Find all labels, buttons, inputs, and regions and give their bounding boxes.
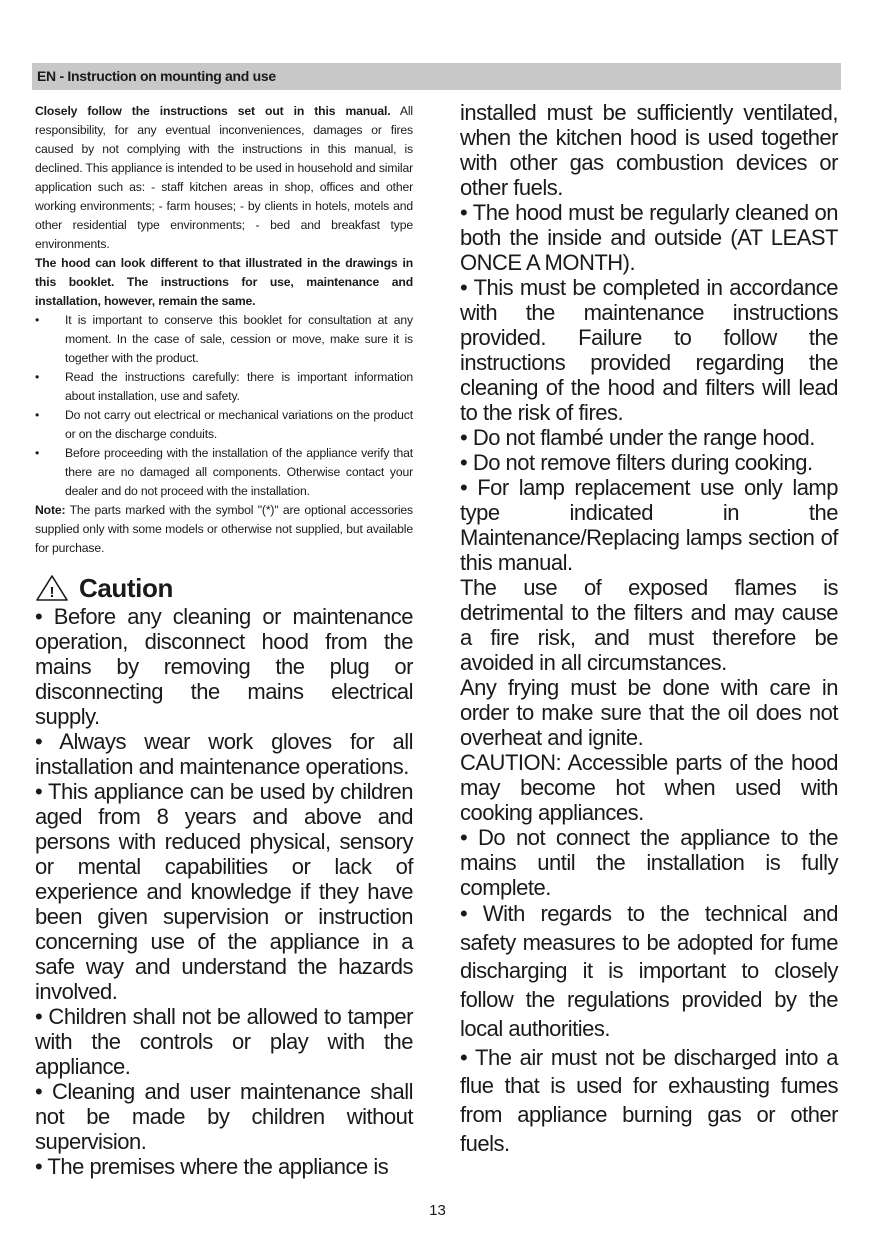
caution-paragraph: • The air must not be discharged into a flue that is used for exhausting fumes from appliance burning gas or other fuels. <box>460 1044 838 1156</box>
warning-glyph: ! <box>49 584 55 601</box>
caution-right-text <box>460 100 838 1158</box>
caution-left-text <box>35 604 413 1179</box>
intro-bold-note: The hood can look different to that illustrated in the drawings in this booklet. The instructions for use, maintenance and installation, however, remain the same. <box>35 256 413 308</box>
caution-paragraph: • This appliance can be used by children aged from 8 years and above and persons with reduced physical, sensory or mental capabilities or lack of experience and knowledge if they have been given supervision or instruction concerning use of the appliance in a safe way and understand the hazards involved. <box>35 779 413 1004</box>
intro-text: All responsibility, for any eventual inconveniences, damages or fires caused by not complying with the instructions in this manual, is declined. This appliance is intended to be used in household and similar application such as: - staff kitchen areas in shop, offices and other working environments; - farm houses; - by clients in hotels, motels and other residential type environments; - bed and breakfast type environments. <box>35 104 413 251</box>
bullet-mark: • <box>35 446 40 460</box>
caution-paragraph: • Cleaning and user maintenance shall not be made by children without supervision. <box>35 1079 413 1154</box>
bullet-mark: • <box>35 313 40 327</box>
list-item: • Before proceeding with the installation of the appliance verify that there are no damaged all components. Otherwise contact your dealer and do not proceed with the installation. <box>35 446 413 498</box>
intro-bullet-list <box>35 311 413 501</box>
caution-heading <box>35 572 413 604</box>
bullet-mark: • <box>35 408 40 422</box>
note-block <box>35 501 413 558</box>
caution-paragraph: The use of exposed flames is detrimental to the filters and may cause a fire risk, and must therefore be avoided in all circumstances. <box>460 575 838 675</box>
caution-title: Caution <box>79 572 173 603</box>
note-text: The parts marked with the symbol "(*)" are optional accessories supplied only with some models or otherwise not supplied, but available for purchase. <box>35 503 413 555</box>
bullet-mark: • <box>35 370 40 384</box>
caution-paragraph: • Do not connect the appliance to the mains until the installation is fully complete. <box>460 825 838 900</box>
caution-paragraph: • The premises where the appliance is <box>35 1154 389 1179</box>
caution-paragraph: • Always wear work gloves for all installation and maintenance operations. <box>35 729 413 779</box>
page-number: 13 <box>429 1202 446 1219</box>
caution-paragraph: Any frying must be done with care in order to make sure that the oil does not overheat and ignite. <box>460 675 838 750</box>
note-label: Note: <box>35 503 66 517</box>
section-title: EN - Instruction on mounting and use <box>37 68 276 84</box>
list-item: • Do not carry out electrical or mechanical variations on the product or on the discharge conduits. <box>35 408 413 441</box>
caution-paragraph: CAUTION: Accessible parts of the hood may become hot when used with cooking appliances. <box>460 750 838 825</box>
intro-block <box>35 102 413 311</box>
caution-paragraph: installed must be sufficiently ventilated, when the kitchen hood is used together with other gas combustion devices or other fuels. <box>460 100 838 200</box>
caution-paragraph: • Do not remove filters during cooking. <box>460 450 813 475</box>
caution-paragraph: • Do not flambé under the range hood. <box>460 425 815 450</box>
right-column <box>460 100 838 1158</box>
caution-paragraph: • This must be completed in accordance with the maintenance instructions provided. Failure to follow the instructions provided regarding the cleaning of the hood and filters will lead to the risk of fires. <box>460 275 838 425</box>
intro-bold-lead: Closely follow the instructions set out in this manual. <box>35 104 391 118</box>
warning-triangle-icon <box>35 574 69 602</box>
caution-paragraph: • Children shall not be allowed to tamper with the controls or play with the appliance. <box>35 1004 413 1079</box>
caution-paragraph: • With regards to the technical and safety measures to be adopted for fume discharging it is important to closely follow the regulations provided by the local authorities. <box>460 901 838 1041</box>
left-column <box>35 102 413 1179</box>
intro-paragraph <box>35 102 413 254</box>
caution-paragraph: • The hood must be regularly cleaned on both the inside and outside (AT LEAST ONCE A MONTH). <box>460 200 838 275</box>
list-item: • Read the instructions carefully: there is important information about installation, use and safety. <box>35 370 413 403</box>
list-item: • It is important to conserve this booklet for consultation at any moment. In the case of sale, cession or move, make sure it is together with the product. <box>35 313 413 365</box>
section-header-bar <box>32 63 841 90</box>
caution-paragraph: • Before any cleaning or maintenance operation, disconnect hood from the mains by removing the plug or disconnecting the mains electrical supply. <box>35 604 413 729</box>
caution-paragraph: • For lamp replacement use only lamp type indicated in the Maintenance/Replacing lamps section of this manual. <box>460 475 838 575</box>
